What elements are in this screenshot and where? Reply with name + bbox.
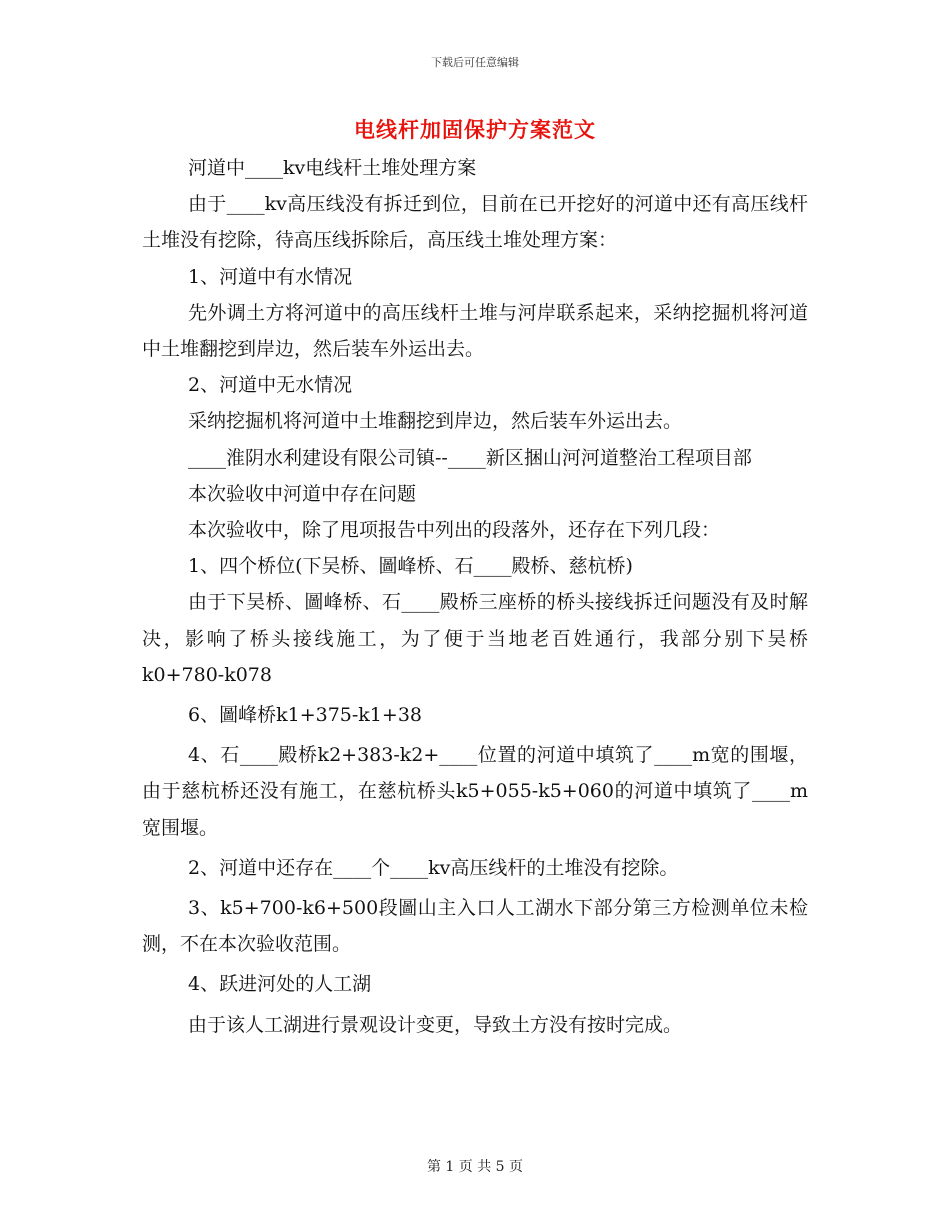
- paragraph: 由于下吴桥、圖峰桥、石____殿桥三座桥的桥头接线拆迁问题没有及时解决，影响了桥头接线施工，为了便于当地老百姓通行，我部分别下吴桥k0+780-k078: [142, 591, 808, 686]
- document-body: [142, 150, 808, 1043]
- paragraph: 本次验收中，除了甩项报告中列出的段落外，还存在下列几段：: [188, 519, 721, 542]
- paragraph: 先外调土方将河道中的高压线杆土堆与河岸联系起来，采纳挖掘机将河道中土堆翻挖到岸边，然后装车外运出去。: [142, 301, 808, 361]
- paragraph: 由于____kv高压线没有拆迁到位，目前在已开挖好的河道中还有高压线杆土堆没有挖除，待高压线拆除后，高压线土堆处理方案：: [142, 193, 808, 252]
- paragraph: 2、河道中无水情况: [188, 374, 353, 397]
- paragraph: 由于该人工湖进行景观设计变更，导致土方没有按时完成。: [188, 1013, 683, 1036]
- paragraph: ____淮阴水利建设有限公司镇--____新区捆山河河道整治工程项目部: [188, 446, 752, 469]
- paragraph: 河道中____kv电线杆土堆处理方案: [188, 157, 477, 179]
- paragraph: 采纳挖掘机将河道中土堆翻挖到岸边，然后装车外运出去。: [188, 410, 683, 433]
- paragraph: 4、石____殿桥k2+383-k2+____位置的河道中填筑了____m宽的围堰，由于慈杭桥还没有施工，在慈杭桥头k5+055-k5+060的河道中填筑了____m宽围堰。: [142, 744, 808, 839]
- paragraph: 6、圖峰桥k1+375-k1+38: [188, 704, 422, 727]
- paragraph: 本次验收中河道中存在问题: [188, 482, 417, 505]
- paragraph: 3、k5+700-k6+500段圖山主入口人工湖水下部分第三方检测单位未检测，不在本次验收范围。: [142, 897, 808, 956]
- paragraph: 1、四个桥位(下吴桥、圖峰桥、石____殿桥、慈杭桥): [188, 555, 633, 578]
- paragraph: 1、河道中有水情况: [188, 265, 353, 288]
- paragraph: 4、跃进河处的人工湖: [188, 973, 372, 996]
- paragraph: 2、河道中还存在____个____kv高压线杆的土堆没有挖除。: [188, 856, 679, 879]
- page-header-note: 下载后可任意编辑: [431, 56, 519, 69]
- document-title: 电线杆加固保护方案范文: [354, 118, 596, 142]
- page-number: 第 1 页 共 5 页: [426, 1159, 524, 1175]
